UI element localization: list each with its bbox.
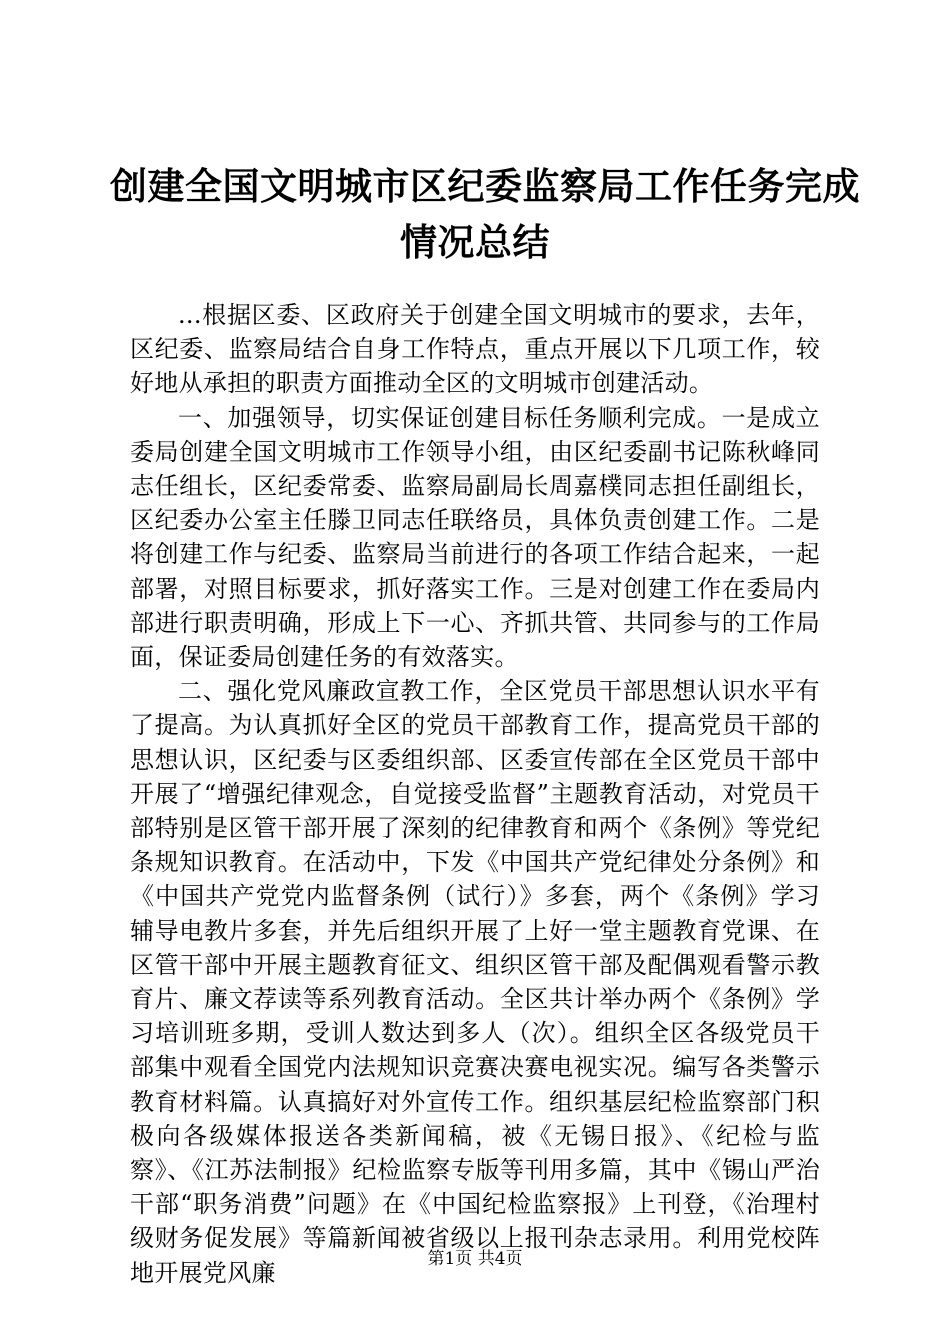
paragraph-section-1: 一、加强领导，切实保证创建目标任务顺利完成。一是成立委局创建全国文明城市工作领导小组，由区纪委副书记陈秋峰同志任组长，区纪委常委、监察局副局长周嘉樸同志担任副组长，区纪委办公室主任滕卫同志任联络员，具体负责创建工作。二是将创建工作与纪委、监察局当前进行的各项工作结合起来，一起部署，对照目标要求，抓好落实工作。三是对创建工作在委局内部进行职责明确，形成上下一心、齐抓共管、共同参与的工作局面，保证委局创建任务的有效落实。 xyxy=(130,403,820,672)
page-footer: 第1页 共4页 xyxy=(427,1249,523,1269)
paragraph-intro: ...根据区委、区政府关于创建全国文明城市的要求，去年，区纪委、监察局结合自身工作特点，重点开展以下几项工作，较好地从承担的职责方面推动全区的文明城市创建活动。 xyxy=(130,301,820,398)
page-title xyxy=(110,158,860,270)
page-title-line-1: 创建全国文明城市区纪委监察局工作任务完成 xyxy=(110,164,860,208)
document-body xyxy=(130,298,820,1290)
page-title-line-2: 情况总结 xyxy=(400,220,550,264)
paragraph-section-2: 二、强化党风廉政宣教工作，全区党员干部思想认识水平有了提高。为认真抓好全区的党员干部教育工作，提高党员干部的思想认识，区纪委与区委组织部、区委宣传部在全区党员干部中开展了“增强纪律观念，自觉接受监督”主题教育活动，对党员干部特别是区管干部开展了深刻的纪律教育和两个《条例》等党纪条规知识教育。在活动中，下发《中国共产党纪律处分条例》和《中国共产党党内监督条例（试行）》多套，两个《条例》学习辅导电教片多套，并先后组织开展了上好一堂主题教育党课、在区管干部中开展主题教育征文、组织区管干部及配偶观看警示教育片、廉文荐读等系列教育活动。全区共计举办两个《条例》学习培训班多期，受训人数达到多人（次）。组织全区各级党员干部集中观看全国党内法规知识竞赛决赛电视实况。编写各类警示教育材料篇。认真搞好对外宣传工作。组织基层纪检监察部门积极向各级媒体报送各类新闻稿，被《无锡日报》、《纪检与监察》、《江苏法制报》纪检监察专版等刊用多篇，其中《锡山严治干部“职务消费”问题》在《中国纪检监察报》上刊登，《治理村级财务促发展》等篇新闻被省级以上报刊杂志录用。利用党校阵地开展党风廉 xyxy=(130,677,820,1287)
